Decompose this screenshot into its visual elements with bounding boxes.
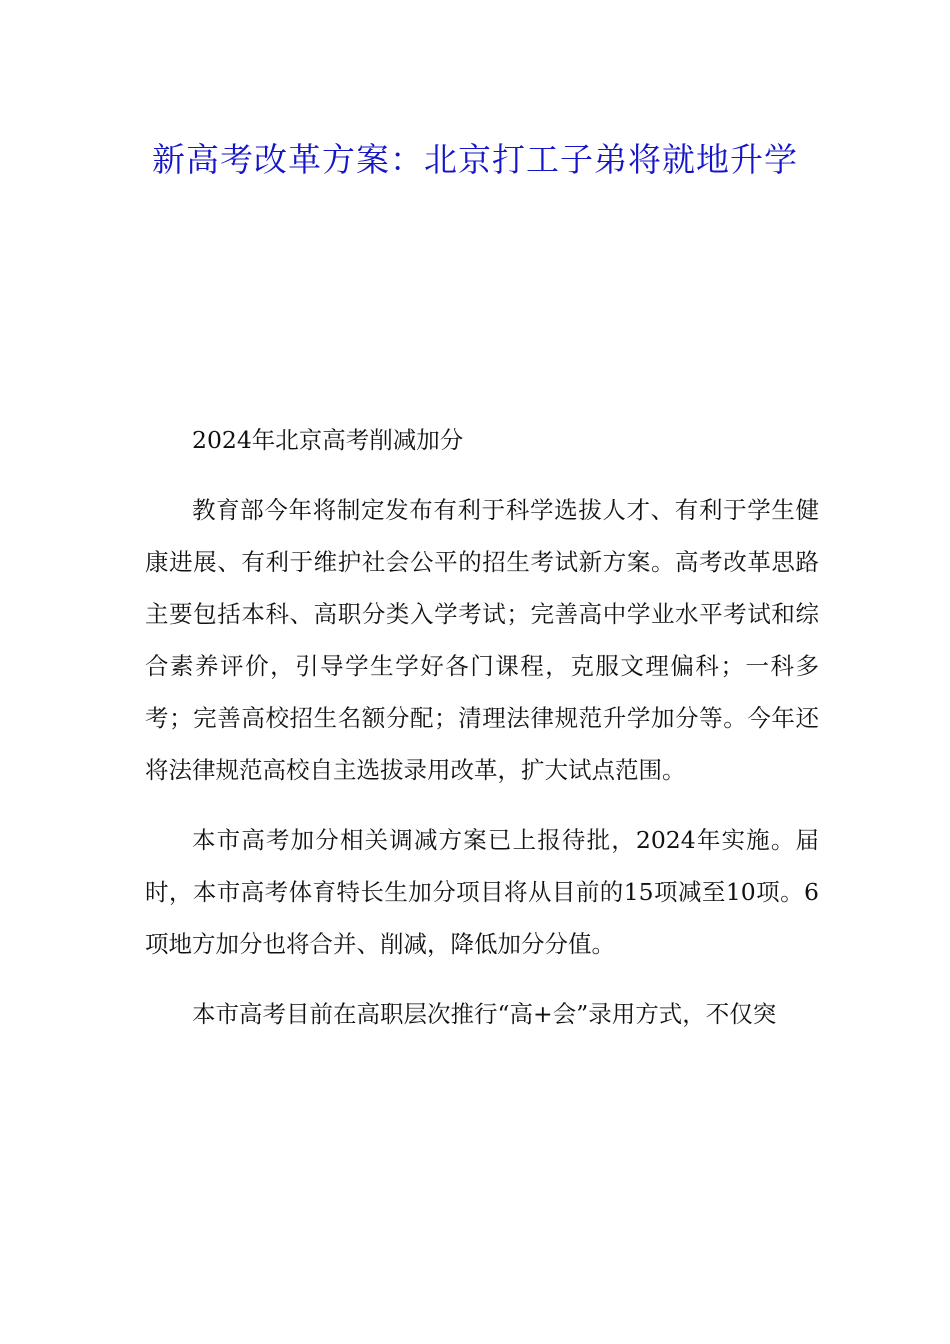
document-body: [145, 414, 819, 1058]
paragraph-2: 本市高考加分相关调减方案已上报待批，2024年实施。届时，本市高考体育特长生加分项目将从目前的15项减至10项。6项地方加分也将合并、削减，降低加分分值。: [145, 826, 819, 958]
paragraph-1: 教育部今年将制定发布有利于科学选拔人才、有利于学生健康进展、有利于维护社会公平的招生考试新方案。高考改革思路主要包括本科、高职分类入学考试；完善高中学业水平考试和综合素养评价，引导学生学好各门课程，克服文理偏科；一科多考；完善高校招生名额分配；清理法律规范升学加分等。今年还将法律规范高校自主选拔录用改革，扩大试点范围。: [145, 496, 819, 784]
section-heading: 2024年北京高考削减加分: [192, 426, 464, 454]
document-title: 新高考改革方案：北京打工子弟将就地升学: [152, 140, 798, 179]
paragraph-3: 本市高考目前在高职层次推行“高+会”录用方式，不仅突: [192, 1000, 777, 1028]
